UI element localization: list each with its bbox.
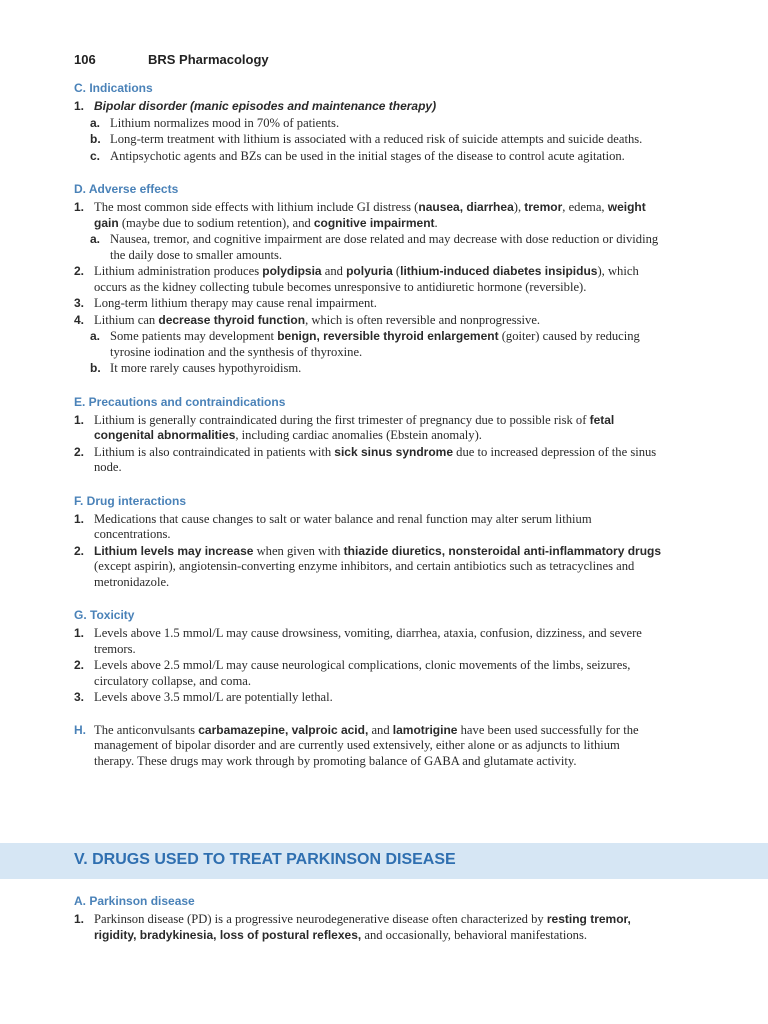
- item-label: 1.: [74, 99, 85, 113]
- list-item: [74, 626, 662, 657]
- section-title: H.: [74, 722, 86, 737]
- item-text: Parkinson disease (PD) is a progressive neurodegenerative disease often characterized by: [94, 912, 547, 926]
- item-text: (goiter) caused by reducing tyrosine iodination and the synthesis of thyroxine.: [110, 329, 640, 359]
- list-item: [74, 723, 662, 770]
- section-title: C. Indications: [74, 81, 153, 95]
- item-text: The most common side effects with lithium include GI distress (: [94, 200, 419, 214]
- item-text: have been used successfully for the management of bipolar disorder and are currently used extensively, either alone or as adjuncts to lithium therapy. These drugs may work through by promoting balance of GABA and glutamate activity.: [94, 722, 639, 768]
- item-text: It more rarely causes hypothyroidism.: [110, 361, 302, 375]
- item-text: Lithium normalizes mood in 70% of patients.: [110, 115, 340, 130]
- item-label: 2.: [74, 543, 85, 558]
- item-text: Long-term lithium therapy may cause renal impairment.: [94, 296, 377, 310]
- list-item: [74, 313, 662, 329]
- item-label: a.: [90, 115, 101, 130]
- item-label: 2.: [74, 444, 85, 459]
- section-title: G. Toxicity: [74, 608, 135, 622]
- sub-list-item: [74, 329, 662, 360]
- section: [74, 723, 662, 770]
- item-text: tremor: [524, 200, 563, 214]
- parkinson-section: [74, 893, 662, 944]
- page-number: 106: [74, 52, 96, 67]
- section-title: D. Adverse effects: [74, 182, 179, 196]
- item-text: Lithium levels may increase: [94, 543, 254, 558]
- item-text: carbamazepine, valproic acid,: [198, 722, 369, 737]
- section: [74, 394, 662, 476]
- item-label: 1.: [74, 200, 85, 214]
- list-item: [74, 658, 662, 689]
- item-text: weight gain: [94, 200, 646, 230]
- item-text: ),: [513, 200, 525, 214]
- page-header: [74, 52, 714, 68]
- item-text: polyuria: [346, 264, 393, 278]
- list-item: [74, 690, 662, 706]
- item-text: (: [392, 264, 401, 278]
- section: [74, 181, 662, 377]
- item-text: Lithium can: [94, 312, 159, 327]
- section-title: F. Drug interactions: [74, 493, 187, 508]
- section-title: E. Precautions and contraindications: [74, 394, 286, 409]
- item-label: 2.: [74, 658, 85, 672]
- item-text: and occasionally, behavioral manifestations.: [361, 927, 587, 942]
- list-item: [74, 99, 662, 115]
- list-item: [74, 512, 662, 543]
- item-text: .: [434, 215, 438, 230]
- item-text: and: [321, 264, 347, 278]
- item-text: and: [368, 722, 393, 737]
- item-text: polydipsia: [262, 264, 322, 278]
- sub-list-item: [74, 361, 662, 377]
- item-label: 3.: [74, 690, 85, 704]
- item-text: Antipsychotic agents and BZs can be used in the initial stages of the disease to control acute agitation.: [110, 148, 625, 163]
- item-text: Lithium is generally contraindicated during the first trimester of pregnancy due to possible risk of: [94, 412, 590, 427]
- list-item: [74, 413, 662, 444]
- list-item: [74, 264, 662, 295]
- section: [74, 607, 662, 706]
- item-text: benign, reversible thyroid enlargement: [277, 329, 499, 343]
- main-content: [74, 80, 662, 786]
- item-text: Levels above 1.5 mmol/L may cause drowsiness, vomiting, diarrhea, ataxia, confusion, dizziness, and severe tremors.: [94, 626, 642, 656]
- section: [74, 80, 662, 164]
- item-text: (maybe due to sodium retention), and: [118, 215, 314, 230]
- item-text: , including cardiac anomalies (Ebstein anomaly).: [235, 428, 482, 442]
- item-text: Medications that cause changes to salt or water balance and renal function may alter serum lithium concentrations.: [94, 511, 592, 541]
- item-text: fetal congenital abnormalities: [94, 412, 615, 442]
- section-title: A. Parkinson disease: [74, 894, 195, 908]
- running-title: BRS Pharmacology: [148, 52, 269, 67]
- item-label: 1.: [74, 912, 85, 926]
- item-text: Bipolar disorder (manic episodes and maintenance therapy): [94, 99, 437, 113]
- sub-list-item: [74, 132, 662, 148]
- item-text: Long-term treatment with lithium is associated with a reduced risk of suicide attempts and suicide deaths.: [110, 132, 643, 146]
- item-text: Nausea, tremor, and cognitive impairment are dose related and may decrease with dose reduction or dividing the daily dose to smaller amounts.: [110, 232, 659, 262]
- item-label: 3.: [74, 296, 85, 310]
- item-text: Some patients may development: [110, 329, 278, 343]
- item-text: nausea, diarrhea: [418, 200, 514, 214]
- sub-list-item: [74, 149, 662, 165]
- list-item: [74, 200, 662, 231]
- list-item: [74, 544, 662, 591]
- item-text: ), which occurs as the kidney collecting tubule becomes unresponsive to antidiuretic hormone (reversible).: [94, 264, 639, 294]
- banner-title: V. DRUGS USED TO TREAT PARKINSON DISEASE: [74, 851, 456, 868]
- item-label: b.: [90, 132, 101, 146]
- item-label: 4.: [74, 312, 85, 327]
- item-text: lithium-induced diabetes insipidus: [400, 264, 598, 278]
- item-label: 2.: [74, 264, 85, 278]
- item-text: Levels above 2.5 mmol/L may cause neurological complications, clonic movements of the limbs, seizures, circulatory collapse, and coma.: [94, 658, 631, 688]
- sub-list-item: [74, 116, 662, 132]
- item-text: , edema,: [562, 200, 608, 214]
- item-label: 1.: [74, 626, 85, 640]
- list-item: [74, 445, 662, 476]
- item-text: (except aspirin), angiotensin-converting enzyme inhibitors, and certain antibiotics such as tetracyclines and metronidazole.: [94, 559, 635, 589]
- item-text: cognitive impairment: [313, 215, 435, 230]
- item-label: 1.: [74, 511, 85, 526]
- item-text: Levels above 3.5 mmol/L are potentially lethal.: [94, 690, 333, 704]
- item-text: decrease thyroid function: [158, 312, 306, 327]
- item-text: Lithium is also contraindicated in patients with: [94, 444, 335, 459]
- section: [74, 493, 662, 591]
- item-text: lamotrigine: [392, 722, 458, 737]
- item-label: c.: [90, 148, 101, 163]
- item-text: when given with: [253, 543, 344, 558]
- list-item: [74, 296, 662, 312]
- item-text: thiazide diuretics, nonsteroidal anti-inflammatory drugs: [343, 543, 662, 558]
- list-item: [74, 912, 662, 943]
- item-text: due to increased depression of the sinus node.: [94, 444, 657, 474]
- item-text: resting tremor, rigidity, bradykinesia, loss of postural reflexes,: [94, 912, 631, 942]
- section-banner: [0, 843, 768, 879]
- item-text: Lithium administration produces: [94, 264, 263, 278]
- item-text: The anticonvulsants: [94, 722, 199, 737]
- item-label: b.: [90, 361, 101, 375]
- item-text: sick sinus syndrome: [334, 444, 454, 459]
- item-text: , which is often reversible and nonprogressive.: [305, 312, 541, 327]
- item-label: a.: [90, 232, 101, 246]
- item-label: 1.: [74, 412, 85, 427]
- sub-list-item: [74, 232, 662, 263]
- item-label: a.: [90, 329, 101, 343]
